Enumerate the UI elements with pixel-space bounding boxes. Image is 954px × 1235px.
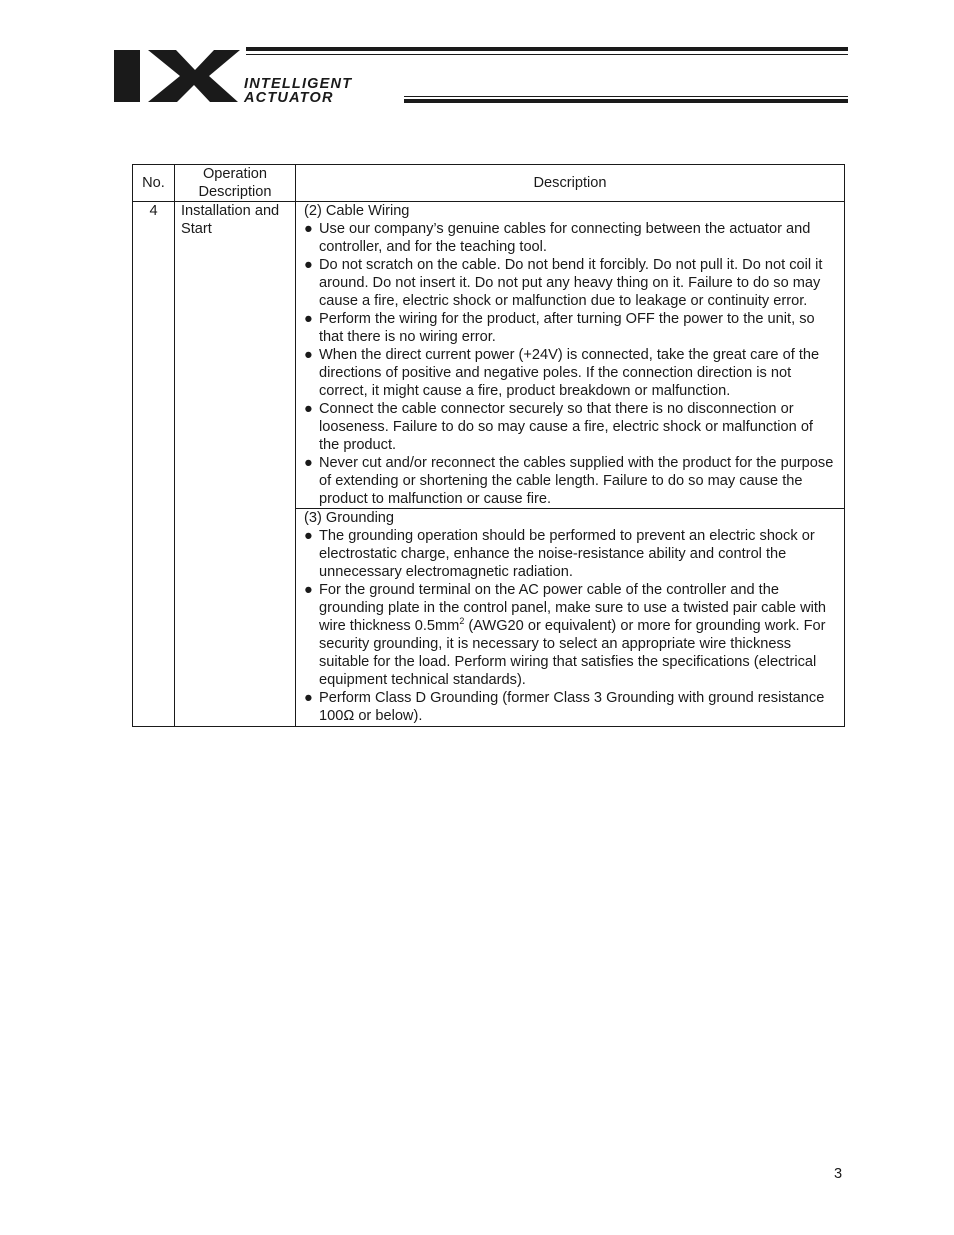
header-operation: Operation Description (175, 165, 296, 202)
row-operation: Installation and Start (175, 202, 296, 727)
section-title: (2) Cable Wiring (304, 203, 410, 219)
list-item: ● The grounding operation should be performed to prevent an electric shock or electrostatic charge, enhance the noise-resistance ability and control the unnecessary electromagnetic radiation. (304, 528, 815, 580)
brand-line-2: ACTUATOR (244, 90, 334, 106)
section-cable-wiring (296, 202, 845, 509)
bullet-icon: ● (304, 257, 313, 273)
bullet-icon: ● (304, 690, 313, 706)
list-item: ● Perform Class D Grounding (former Class 3 Grounding with ground resistance 100Ω or below). (304, 690, 825, 724)
header-rule-top-thin (246, 54, 848, 55)
bullet-icon: ● (304, 455, 313, 471)
list-item: ● Use our company’s genuine cables for connecting between the actuator and controller, and for the teaching tool. (304, 221, 811, 255)
list-item: ● Do not scratch on the cable. Do not bend it forcibly. Do not pull it. Do not coil it around. Do not insert it. Do not put any heavy thing on it. Failure to do so may cause a fire, electric shock or malfunction due to leakage or continuity error. (304, 257, 823, 309)
bullet-list (304, 220, 836, 508)
header-rule-top-thick (246, 47, 848, 51)
list-item: ● Perform the wiring for the product, after turning OFF the power to the unit, so that there is no wiring error. (304, 311, 815, 345)
list-item: ● When the direct current power (+24V) is connected, take the great care of the directions of positive and negative poles. If the connection direction is not correct, it might cause a fire, product breakdown or malfunction. (304, 347, 820, 399)
bullet-icon: ● (304, 347, 313, 363)
brand-line-1: INTELLIGENT (244, 76, 353, 92)
ix-logo-icon (112, 44, 242, 104)
table-header-row (133, 165, 845, 202)
header-description: Description (296, 165, 845, 202)
page-number: 3 (834, 1166, 843, 1182)
operation-table (132, 164, 845, 727)
table-row (133, 202, 845, 509)
row-number: 4 (133, 202, 175, 727)
header-rule-bottom-thin (404, 96, 848, 97)
bullet-icon: ● (304, 221, 313, 237)
section-title: (3) Grounding (304, 510, 395, 526)
bullet-list (304, 527, 836, 726)
section-grounding (296, 509, 845, 727)
header-rule-bottom-thick (404, 99, 848, 103)
header-no: No. (133, 165, 175, 202)
superscript: 2 (459, 616, 465, 627)
list-item: ● For the ground terminal on the AC power cable of the controller and the grounding plate in the control panel, make sure to use a twisted pair cable with wire thickness $0.5mm^2$ (AWG20 or equivalent) or more for grounding work. For security grounding, it is necessary to select an appropriate wire thickness suitable for the load. Perform wiring that satisfies the specifications (electrical equipment technical standards). (304, 582, 827, 688)
bullet-icon: ● (304, 582, 313, 598)
list-item: ● Connect the cable connector securely so that there is no disconnection or looseness. Failure to do so may cause a fire, electric shock or malfunction of the product. (304, 401, 813, 453)
bullet-icon: ● (304, 528, 313, 544)
list-item: ● Never cut and/or reconnect the cables supplied with the product for the purpose of extending or shortening the cable length. Failure to do so may cause the product to malfunction or cause fire. (304, 455, 834, 507)
bullet-icon: ● (304, 401, 313, 417)
bullet-icon: ● (304, 311, 313, 327)
